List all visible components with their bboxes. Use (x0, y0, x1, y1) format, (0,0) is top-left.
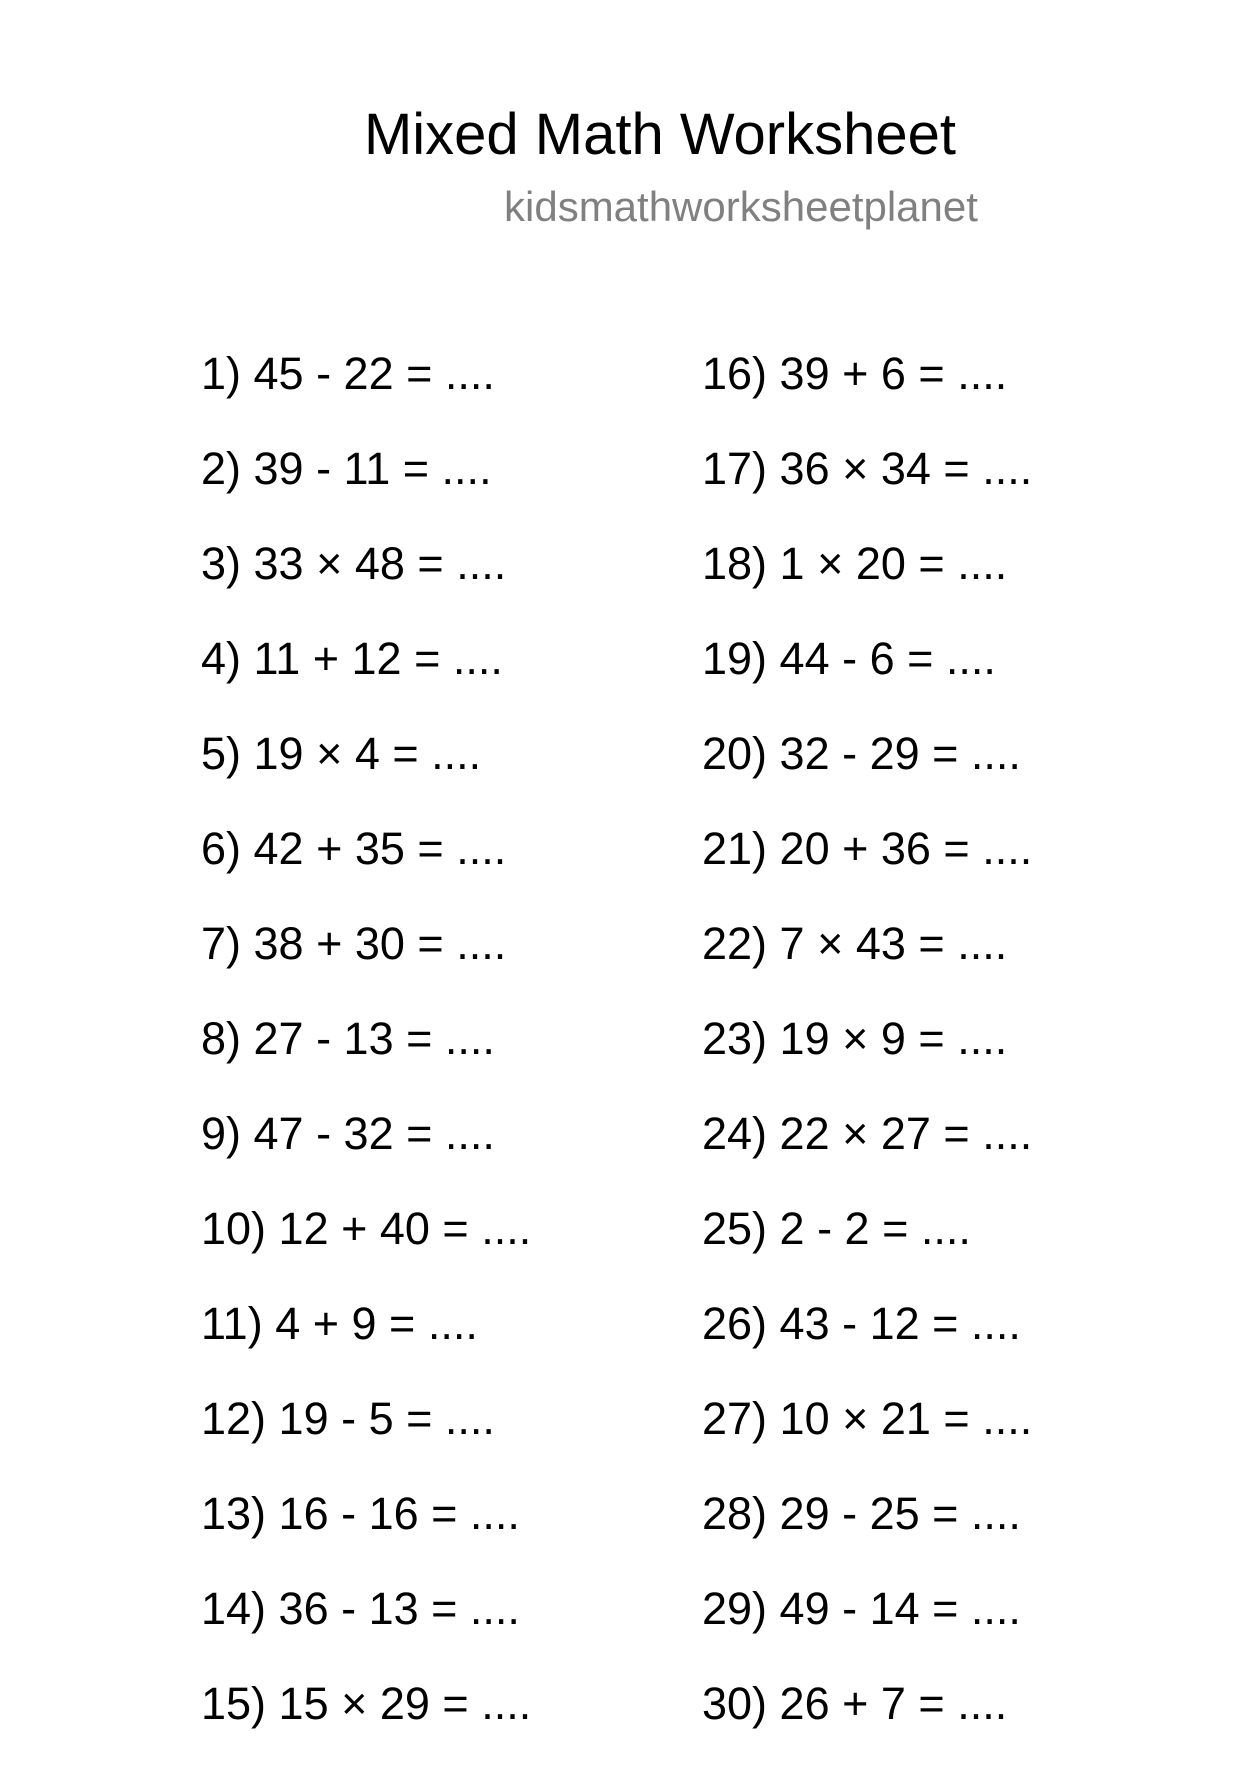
problem-item: 1) 45 - 22 = .... (201, 348, 495, 399)
problem-item: 16) 39 + 6 = .... (702, 348, 1008, 399)
problem-item: 28) 29 - 25 = .... (702, 1488, 1021, 1539)
problem-item: 20) 32 - 29 = .... (702, 728, 1021, 779)
problem-item: 10) 12 + 40 = .... (201, 1203, 532, 1254)
problem-item: 23) 19 × 9 = .... (702, 1013, 1008, 1064)
problem-item: 4) 11 + 12 = .... (201, 633, 503, 684)
problem-item: 25) 2 - 2 = .... (702, 1203, 971, 1254)
problems-column-left (201, 344, 621, 1769)
problem-item: 14) 36 - 13 = .... (201, 1583, 520, 1634)
problem-item: 5) 19 × 4 = .... (201, 728, 482, 779)
problem-item: 3) 33 × 48 = .... (201, 538, 507, 589)
source-label: kidsmathworksheetplanet (504, 183, 978, 230)
page-title: Mixed Math Worksheet (363, 102, 957, 167)
problem-item: 7) 38 + 30 = .... (201, 918, 507, 969)
problem-item: 21) 20 + 36 = .... (702, 823, 1033, 874)
problem-item: 2) 39 - 11 = .... (201, 443, 492, 494)
problem-item: 18) 1 × 20 = .... (702, 538, 1008, 589)
problems-column-right (702, 344, 1122, 1769)
problem-item: 22) 7 × 43 = .... (702, 918, 1008, 969)
problem-item: 8) 27 - 13 = .... (201, 1013, 495, 1064)
problem-item: 30) 26 + 7 = .... (702, 1678, 1008, 1729)
problem-item: 24) 22 × 27 = .... (702, 1108, 1033, 1159)
problem-item: 12) 19 - 5 = .... (201, 1393, 495, 1444)
problem-item: 17) 36 × 34 = .... (702, 443, 1033, 494)
problem-item: 27) 10 × 21 = .... (702, 1393, 1033, 1444)
problem-item: 19) 44 - 6 = .... (702, 633, 996, 684)
problem-item: 15) 15 × 29 = .... (201, 1678, 532, 1729)
problem-item: 13) 16 - 16 = .... (201, 1488, 520, 1539)
problem-item: 29) 49 - 14 = .... (702, 1583, 1021, 1634)
problem-item: 26) 43 - 12 = .... (702, 1298, 1021, 1349)
problem-item: 11) 4 + 9 = .... (201, 1298, 478, 1349)
problem-item: 9) 47 - 32 = .... (201, 1108, 495, 1159)
problem-item: 6) 42 + 35 = .... (201, 823, 507, 874)
